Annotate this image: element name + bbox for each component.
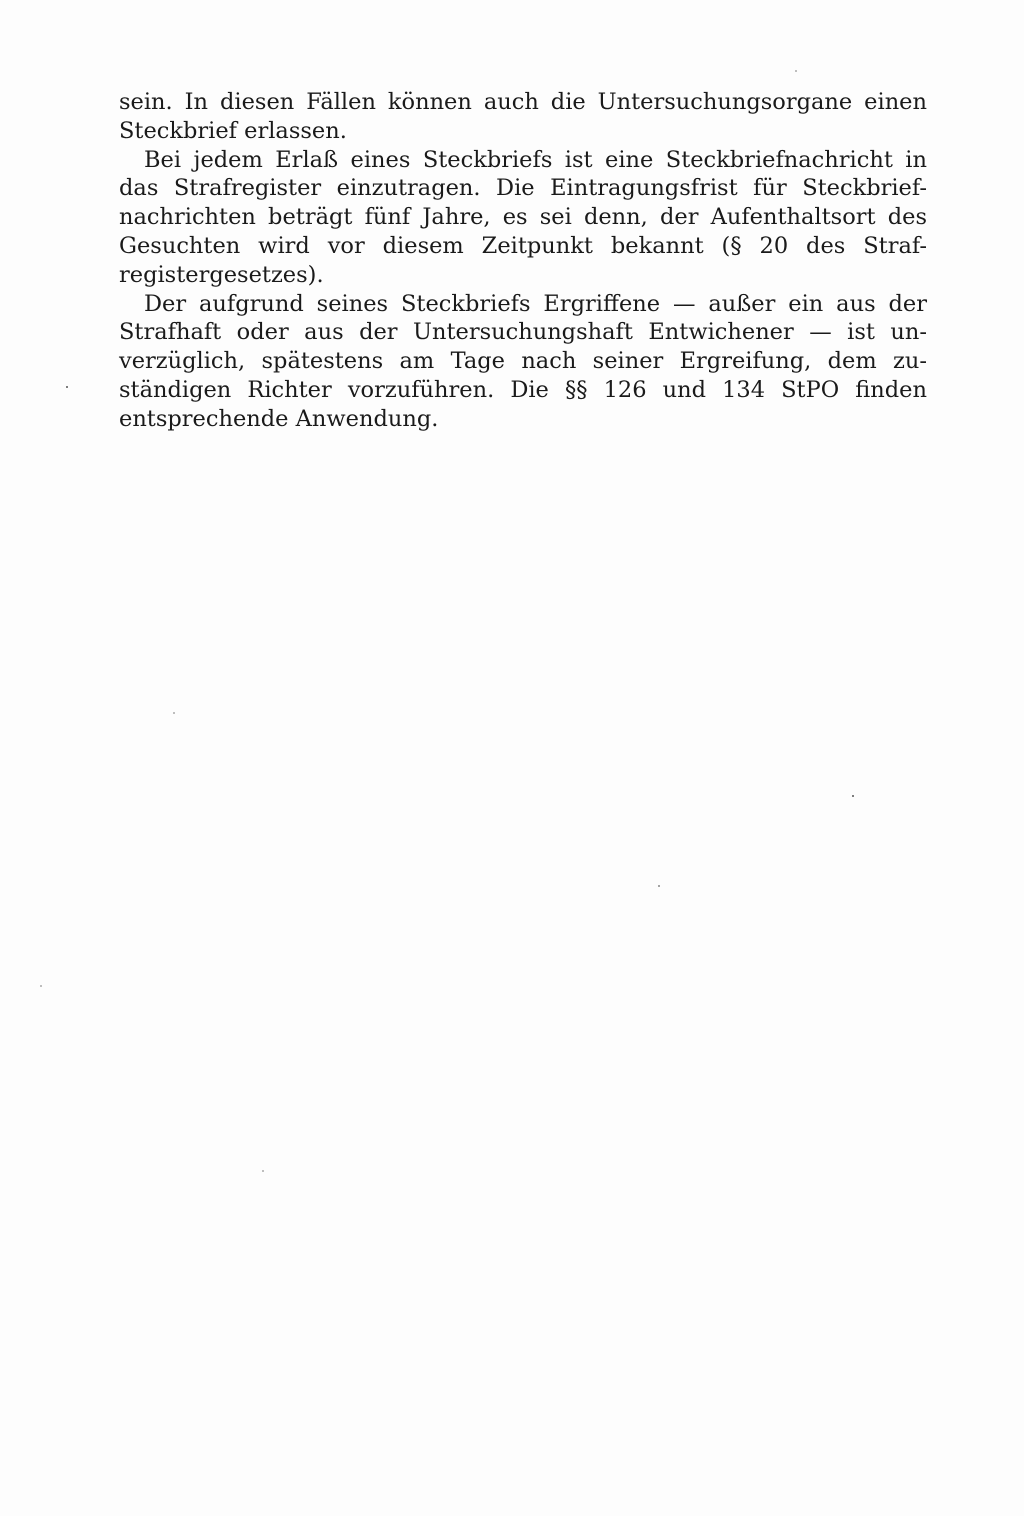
paragraph-2-line-5: registergesetzes). — [119, 261, 324, 288]
paragraph-2-line-4: Gesuchten wird vor diesem Zeitpunkt bekannt (§ 20 des Straf- — [119, 232, 927, 259]
scan-speck — [658, 885, 660, 887]
paragraph-2-line-3: nachrichten beträgt fünf Jahre, es sei denn, der Aufenthaltsort des — [119, 204, 927, 231]
paragraph-1-line-2: Steckbrief erlassen. — [119, 117, 347, 144]
paragraph-3-line-4: ständigen Richter vorzuführen. Die §§ 126 und 134 StPO finden — [119, 376, 927, 403]
scan-speck — [66, 386, 68, 388]
paragraph-3-line-5: entsprechende Anwendung. — [119, 405, 439, 432]
scan-speck — [852, 795, 854, 797]
paragraph-3-line-3: verzüglich, spätestens am Tage nach seiner Ergreifung, dem zu- — [119, 348, 927, 375]
scan-speck — [173, 712, 175, 714]
paragraph-3-line-1: Der aufgrund seines Steckbriefs Ergriffene — außer ein aus der — [144, 290, 927, 317]
scan-speck — [262, 1170, 264, 1172]
paragraph-3-line-2: Strafhaft oder aus der Untersuchungshaft Entwichener — ist un- — [119, 319, 927, 346]
scan-speck — [40, 985, 42, 987]
paragraph-1-line-1: sein. In diesen Fällen können auch die Untersuchungsorgane einen — [119, 89, 927, 115]
paragraph-2-line-2: das Strafregister einzutragen. Die Eintragungsfrist für Steckbrief- — [119, 175, 927, 202]
paragraph-2-line-1: Bei jedem Erlaß eines Steckbriefs ist eine Steckbriefnachricht in — [144, 146, 927, 173]
document-body — [119, 88, 927, 434]
scan-speck — [795, 70, 797, 72]
